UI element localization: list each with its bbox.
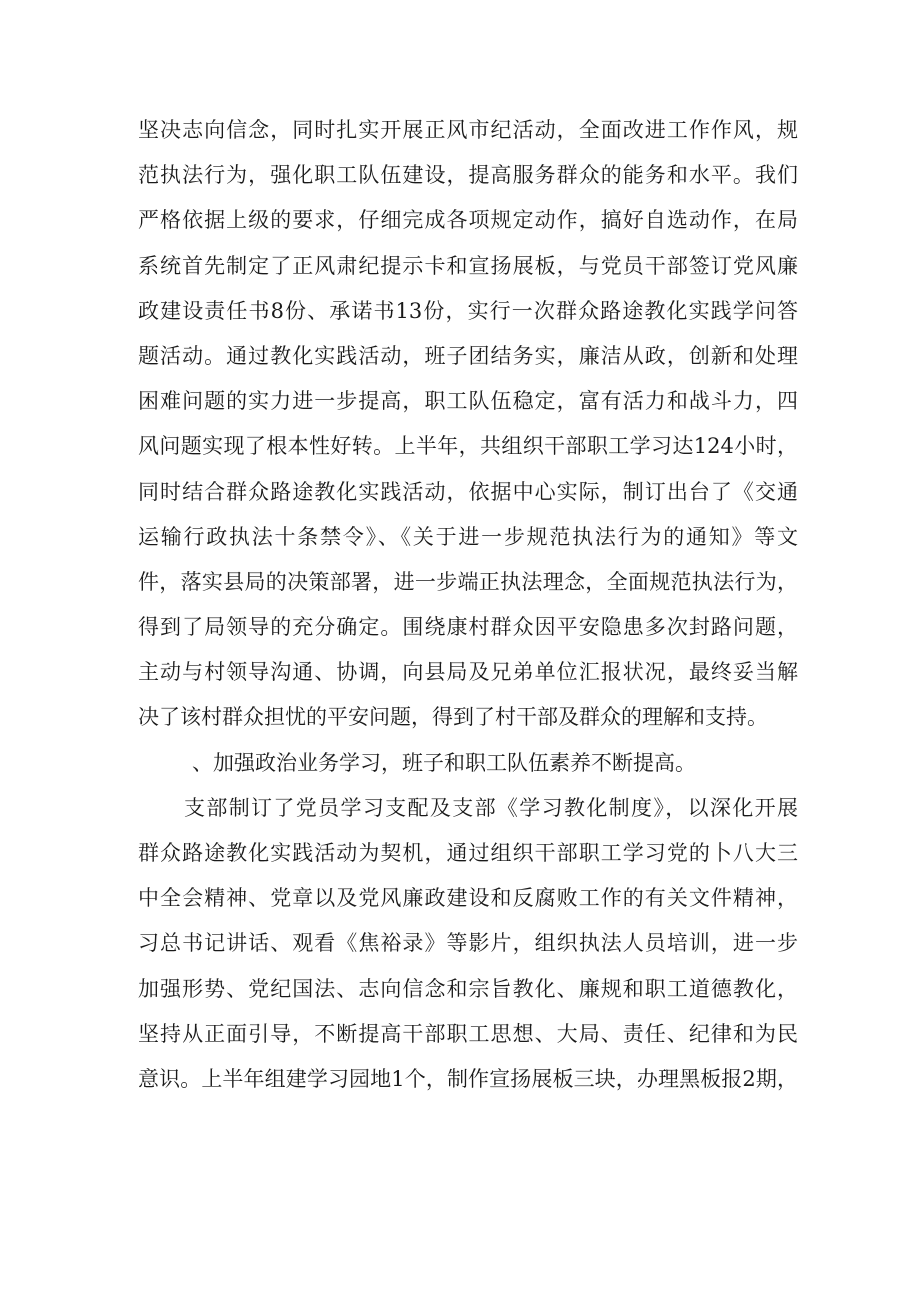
paragraph-line: 主动与村领导沟通、协调，向县局及兄弟单位汇报状况，最终妥当解 <box>138 660 798 685</box>
paragraph-line: 决了该村群众担忧的平安问题，得到了村干部及群众的理解和支持。 <box>138 705 768 730</box>
paragraph-line: 政建设责任书8份、承诺书13份，实行一次群众路途教化实践学问答 <box>138 298 798 323</box>
section-heading: 、加强政治业务学习，班子和职工队伍素养不断提高。 <box>192 750 696 775</box>
paragraph-line: 中全会精神、党章以及党风廉政建设和反腐败工作的有关文件精神， <box>138 886 798 911</box>
paragraph-line: 系统首先制定了正风肃纪提示卡和宣扬展板，与党员干部签订党风廉 <box>138 253 798 278</box>
paragraph-line: 群众路途教化实践活动为契机，通过组织干部职工学习党的卜八大三 <box>138 841 798 865</box>
paragraph-line: 支部制订了党员学习支配及支部《学习教化制度》，以深化开展 <box>184 795 798 820</box>
paragraph-line: 意识。上半年组建学习园地1个，制作宣扬展板三块，办理黑板报2期， <box>138 1066 798 1091</box>
paragraph-line: 运输行政执法十条禁令》、《关于进一步规范执法行为的通知》等文 <box>138 524 798 549</box>
paragraph-line: 习总书记讲话、观看《焦裕录》等影片，组织执法人员培训，进一步 <box>138 931 798 956</box>
paragraph-line: 得到了局领导的充分确定。围绕康村群众因平安隐患多次封路问题， <box>138 615 798 640</box>
paragraph-line: 坚决志向信念，同时扎实开展正风市纪活动，全面改进工作作风，规 <box>138 118 798 142</box>
paragraph-line: 范执法行为，强化职工队伍建设，提高服务群众的能务和水平。我们 <box>138 163 798 188</box>
paragraph-line: 坚持从正面引导，不断提高干部职工思想、大局、责任、纪律和为民 <box>138 1021 798 1046</box>
paragraph-line: 题活动。通过教化实践活动，班子团结务实，廉洁从政，创新和处理 <box>138 343 798 368</box>
paragraph-line: 同时结合群众路途教化实践活动，依据中心实际，制订出台了《交通 <box>138 479 798 504</box>
paragraph-line: 困难问题的实力进一步提高，职工队伍稳定，富有活力和战斗力，四 <box>138 389 798 414</box>
paragraph-line: 加强形势、党纪国法、志向信念和宗旨教化、廉规和职工道德教化， <box>138 976 798 1001</box>
paragraph-line: 件，落实县局的决策部署，进一步端正执法理念，全面规范执法行为， <box>138 569 798 594</box>
paragraph-line: 风问题实现了根本性好转。上半年，共组织干部职工学习达124小时， <box>138 434 798 459</box>
paragraph-line: 严格依据上级的要求，仔细完成各项规定动作，搞好自选动作，在局 <box>138 208 798 233</box>
document-body <box>138 108 798 1102</box>
